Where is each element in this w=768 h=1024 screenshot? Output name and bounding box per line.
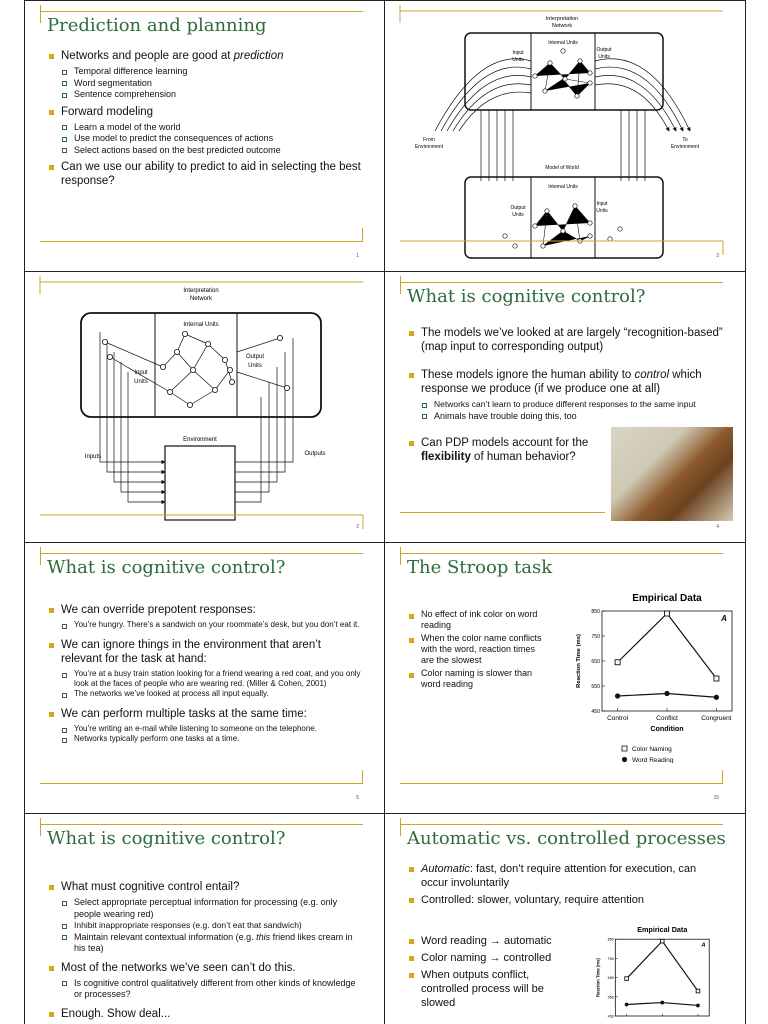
diagram-label: Internal Units <box>183 322 219 328</box>
sub-bullet: Networks can’t learn to produce different responses to the same input <box>421 399 725 411</box>
slide-rule <box>400 818 401 836</box>
y-tick-label: 450 <box>607 1014 614 1019</box>
bullet: Forward modeling <box>47 105 365 119</box>
slide-rule <box>400 553 723 554</box>
sub-bullet: Select actions based on the best predicted outcome <box>61 145 365 157</box>
data-point <box>714 676 719 681</box>
x-tick-label: Congruent <box>701 715 732 722</box>
network-diagram <box>385 1 745 271</box>
diagram-label: Output <box>245 354 265 360</box>
diagram-label: Interpretation <box>183 288 219 294</box>
chart-title: Empirical Data <box>632 593 702 604</box>
data-point <box>615 693 620 698</box>
diagram-label: From <box>423 137 435 143</box>
bullet-text: These models ignore the human ability to <box>421 369 635 381</box>
y-axis-label: Reaction Time (ms) <box>576 634 582 688</box>
sub-bullet: You’re hungry. There’s a sandwich on your roommate’s desk, but you don’t eat it. <box>61 620 365 630</box>
sub-bullet: You’re at a busy train station looking for a friend wearing a red coat, and you only look at the faces of people who are wearing red. (Miller & Cohen, 2001) <box>61 669 365 689</box>
network-diagram <box>25 272 385 542</box>
panel-label: A <box>721 614 727 623</box>
page-number: 5 <box>356 795 359 801</box>
diagram-label: Inputs <box>84 454 102 460</box>
data-point <box>625 1003 629 1007</box>
legend-label: Word Reading <box>632 757 674 763</box>
dog-cat-photo <box>611 427 733 521</box>
diagram-label: Outputs <box>304 451 326 457</box>
diagram-label: Environment <box>183 437 217 443</box>
sub-bullet: Animals have trouble doing this, too <box>421 411 725 423</box>
diagram-label: Interpretation <box>545 16 579 22</box>
sub-bullet: Learn a model of the world <box>61 122 365 134</box>
sub-bullet: Select appropriate perceptual information for processing (e.g. only people wearing red) <box>61 897 365 920</box>
y-tick-label: 550 <box>591 684 600 690</box>
slide-automatic-vs-controlled <box>385 814 745 1024</box>
sub-bullet: Temporal difference learning <box>61 66 365 78</box>
diagram-label: Internal Units <box>548 184 578 190</box>
bullet: No effect of ink color on word reading <box>407 609 550 631</box>
stroop-chart <box>585 919 715 1024</box>
y-axis-label: Reaction Time (ms) <box>595 958 601 998</box>
sub-bullet: The networks we’ve looked at process all input equally. <box>61 689 365 699</box>
bullet: What must cognitive control entail? <box>47 880 365 894</box>
bullet: Color naming → controlled <box>407 951 565 965</box>
sub-bullet-emphasis: this <box>256 931 271 942</box>
slide-rule <box>40 5 41 23</box>
diagram-label: Input <box>134 370 148 376</box>
slide-cognitive-control-1 <box>385 272 745 542</box>
page-number: 3 <box>716 253 719 259</box>
bullet <box>47 49 365 63</box>
data-point <box>696 989 700 993</box>
data-point <box>665 611 670 616</box>
slide-rule <box>40 11 363 12</box>
data-point <box>714 695 719 700</box>
slide-rule <box>40 241 363 242</box>
sub-bullet: Is cognitive control qualitatively different from other kinds of knowledge or processes? <box>61 978 365 1001</box>
diagram-label: Units <box>134 379 148 385</box>
slide-rule <box>400 783 723 784</box>
data-point <box>696 1004 700 1008</box>
bullet-text: Networks and people are good at <box>61 50 234 62</box>
bullet-text: : fast, don’t require attention for execution, can occur involuntarily <box>421 863 697 889</box>
data-point <box>664 691 669 696</box>
slide-title: What is cognitive control? <box>47 828 286 849</box>
data-point <box>625 977 629 981</box>
series-line <box>618 614 717 679</box>
slide-title: Prediction and planning <box>47 15 267 36</box>
slide-rule <box>40 783 363 784</box>
bullet-strong: flexibility <box>421 451 471 463</box>
bullet <box>407 862 725 890</box>
stroop-chart <box>560 583 740 763</box>
x-tick-label: Control <box>607 715 629 722</box>
bullet: We can override prepotent responses: <box>47 603 365 617</box>
slide-stroop-task <box>385 543 745 813</box>
environment-box <box>165 446 235 520</box>
slide-body <box>47 880 365 1024</box>
diagram-label: Units <box>512 57 524 63</box>
page-number: 15 <box>713 795 719 801</box>
y-tick-label: 550 <box>607 995 614 1000</box>
diagram-label: To <box>682 137 688 143</box>
diagram-label: Units <box>598 54 610 60</box>
slide-rule <box>400 547 401 565</box>
slide-rule <box>362 228 363 242</box>
slide-rule <box>40 824 363 825</box>
slide-body <box>407 609 550 693</box>
slide-body <box>407 862 725 910</box>
slide-rule <box>40 547 41 565</box>
panel-label: A <box>701 942 706 949</box>
data-point <box>660 939 664 943</box>
y-tick-label: 750 <box>607 956 614 961</box>
y-tick-label: 650 <box>591 659 600 665</box>
series-line <box>627 941 698 991</box>
bullet: When outputs conflict, controlled process will be slowed <box>407 968 565 1010</box>
slide-rule <box>400 276 401 294</box>
diagram-label: Network <box>551 23 573 29</box>
sub-bullet <box>61 932 365 955</box>
slide-rule <box>400 512 605 513</box>
y-tick-label: 450 <box>591 709 600 715</box>
slide-title: What is cognitive control? <box>47 557 286 578</box>
diagram-label: Environment <box>670 144 700 150</box>
bullet: Most of the networks we’ve seen can’t do this. <box>47 961 365 975</box>
x-tick-label: Conflict <box>656 715 678 722</box>
diagram-label: Model of World <box>545 165 579 171</box>
slide-model-of-world-diagram <box>385 1 745 271</box>
slide-rule <box>40 553 363 554</box>
diagram-label: Input <box>596 201 608 207</box>
slide-rule <box>400 282 723 283</box>
sub-bullet-text: friend likes cream in his tea) <box>74 931 353 953</box>
slide-cognitive-control-3 <box>25 814 385 1024</box>
legend-label: Color Naming <box>632 746 672 753</box>
page-number: 4 <box>716 524 719 530</box>
slide-prediction-planning <box>25 1 385 271</box>
slide-cognitive-control-2 <box>25 543 385 813</box>
y-tick-label: 650 <box>607 976 614 981</box>
slide-environment-diagram <box>25 272 385 542</box>
bullet: Enough. Show deal... <box>47 1007 365 1021</box>
connection-arcs <box>435 59 690 181</box>
bullet-emphasis: prediction <box>233 50 284 62</box>
slide-title: The Stroop task <box>407 557 553 578</box>
slide-title: Automatic vs. controlled processes <box>407 828 726 849</box>
bullet: Controlled: slower, voluntary, require attention <box>407 893 725 907</box>
slide-rule <box>400 824 723 825</box>
bullet-text: of human behavior? <box>470 451 576 463</box>
data-point <box>615 660 620 665</box>
diagram-label: Input <box>512 50 524 56</box>
diagram-label: Network <box>189 296 213 302</box>
diagram-label: Internal Units <box>548 40 578 46</box>
slide-rule <box>362 770 363 784</box>
legend-marker <box>622 746 627 751</box>
page-number: 1 <box>356 253 359 259</box>
bullet: We can perform multiple tasks at the same time: <box>47 707 365 721</box>
slide-rule <box>40 818 41 836</box>
bullet <box>407 368 725 396</box>
slide-title: What is cognitive control? <box>407 286 646 307</box>
diagram-label: Units <box>512 212 524 218</box>
y-tick-label: 750 <box>591 634 600 640</box>
slide-body <box>407 934 565 1013</box>
sub-bullet: You’re writing an e-mail while listening to someone on the telephone. <box>61 724 365 734</box>
diagram-label: Output <box>510 205 526 211</box>
bullet: We can ignore things in the environment that aren’t relevant for the task at hand: <box>47 638 365 666</box>
bullet-text: which response we produce (if we produce one at all) <box>421 369 702 395</box>
sub-bullet: Networks typically perform one tasks at a time. <box>61 734 365 744</box>
y-tick-label: 850 <box>591 609 600 615</box>
bullet: Color naming is slower than word reading <box>407 668 550 690</box>
sub-bullet: Word segmentation <box>61 78 365 90</box>
diagram-label: Units <box>596 208 608 214</box>
y-tick-label: 850 <box>607 937 614 942</box>
bullet-emphasis: Automatic <box>421 863 470 875</box>
x-axis-label: Condition <box>650 725 684 733</box>
bullet: Can we use our ability to predict to aid in selecting the best response? <box>47 160 365 188</box>
sub-bullet-text: Maintain relevant contextual information (e.g. <box>74 931 257 942</box>
slide-body <box>47 49 365 191</box>
slide-body <box>47 603 365 744</box>
page-number: 2 <box>356 524 359 530</box>
legend-marker <box>622 757 627 762</box>
chart-title: Empirical Data <box>637 925 688 934</box>
diagram-label: Units <box>248 363 262 369</box>
sub-bullet: Sentence comprehension <box>61 89 365 101</box>
unit-nodes <box>102 331 289 407</box>
slide-rule <box>722 770 723 784</box>
bullet-emphasis: control <box>634 369 670 381</box>
diagram-label: Output <box>596 47 612 53</box>
bullet <box>407 436 601 464</box>
diagram-label: Environment <box>414 144 444 150</box>
bullet: When the color name conflicts with the word, reaction times are the slowest <box>407 633 550 666</box>
bullet: The models we’ve looked at are largely “recognition-based” (map input to corresponding output) <box>407 326 725 354</box>
data-point <box>660 1001 664 1005</box>
bullet-text: Can PDP models account for the <box>421 437 589 449</box>
sub-bullet: Inhibit inappropriate responses (e.g. don’t eat that sandwich) <box>61 920 365 932</box>
sub-bullet: Use model to predict the consequences of actions <box>61 133 365 145</box>
bullet: Word reading → automatic <box>407 934 565 948</box>
